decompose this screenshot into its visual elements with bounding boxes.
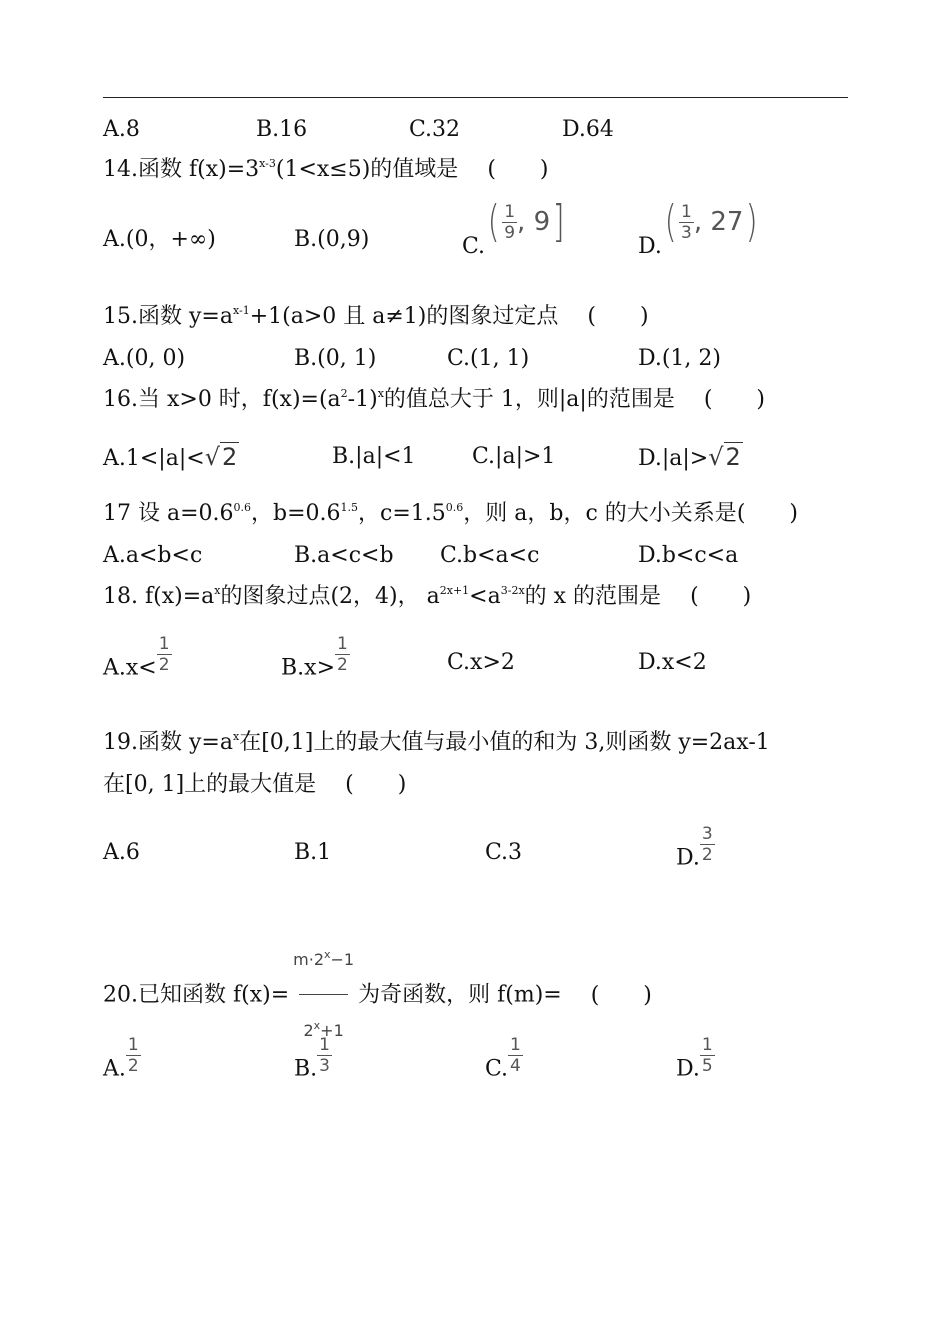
q18-answer-paren: ( ) bbox=[690, 584, 752, 609]
q16-option-c: C.|a|>1 bbox=[472, 444, 556, 469]
q14-prefix: 14.函数 f(x)=3 bbox=[103, 157, 260, 182]
q18-option-a-fraction bbox=[157, 634, 172, 675]
q20-b-denominator: 3 bbox=[319, 1056, 330, 1076]
q17-exponent-3: 0.6 bbox=[445, 501, 464, 514]
q16-option-b: B.|a|<1 bbox=[332, 444, 416, 469]
q18-exponent-3: 3-2x bbox=[500, 584, 525, 597]
q17-prefix: 17 设 a=0.6 bbox=[103, 501, 234, 526]
q20-option-a-text: A. bbox=[103, 1056, 126, 1082]
q15-exponent: x-1 bbox=[232, 304, 250, 317]
q18-prefix: 18. f(x)=a bbox=[103, 584, 215, 609]
q18-option-b-fraction bbox=[335, 634, 350, 675]
q14-exponent: x-3 bbox=[259, 157, 276, 170]
q19-option-c: C.3 bbox=[485, 840, 523, 865]
q20-answer-paren: ( ) bbox=[590, 982, 652, 1008]
q14-c-denominator: 9 bbox=[504, 222, 516, 243]
q13-option-c: C.32 bbox=[409, 117, 461, 142]
q15-option-d: D.(1, 2) bbox=[638, 346, 721, 371]
q20-num-post: −1 bbox=[330, 950, 355, 969]
q18-stem bbox=[103, 582, 751, 612]
q14-option-d bbox=[638, 196, 761, 259]
q20-suffix: 为奇函数，则 f(m)= bbox=[358, 982, 562, 1008]
q19-option-d-fraction bbox=[700, 824, 715, 865]
q17-answer-paren: ( ) bbox=[736, 501, 798, 526]
q20-numerator bbox=[289, 928, 358, 994]
q15-option-a: A.(0, 0) bbox=[103, 346, 186, 371]
q17-option-b: B.a<c<b bbox=[294, 543, 394, 568]
q17-suffix: ，则 a，b，c 的大小关系是 bbox=[463, 501, 737, 526]
q19-option-a: A.6 bbox=[103, 840, 140, 865]
q15-prefix: 15.函数 y=a bbox=[103, 304, 233, 329]
q20-option-b-text: B. bbox=[294, 1056, 318, 1082]
q20-den-post: +1 bbox=[320, 1021, 344, 1040]
q19-answer-paren: ( ) bbox=[345, 772, 407, 797]
q16-option-a-radicand: 2 bbox=[221, 443, 238, 471]
q19-d-numerator: 3 bbox=[701, 824, 713, 844]
q18-option-b-text: B.x> bbox=[281, 655, 336, 681]
q20-option-d bbox=[676, 1035, 715, 1090]
q16-exponent-1: 2 bbox=[340, 387, 348, 400]
q16-option-d-radicand: 2 bbox=[725, 443, 741, 471]
q14-option-c-label: C. bbox=[462, 234, 486, 259]
q15-option-b: B.(0, 1) bbox=[294, 346, 377, 371]
q13-option-a: A.8 bbox=[103, 117, 140, 142]
q14-suffix: (1<x≤5)的值域是 bbox=[275, 157, 459, 182]
q19-option-d-text: D. bbox=[676, 845, 700, 871]
q20-option-b-fraction bbox=[317, 1035, 332, 1076]
q15-suffix: +1(a>0 且 a≠1)的图象过定点 bbox=[249, 304, 559, 329]
q15-answer-paren: ( ) bbox=[587, 304, 649, 329]
q20-b-numerator: 1 bbox=[319, 1035, 330, 1055]
q14-d-denominator: 3 bbox=[681, 222, 692, 243]
q14-answer-paren: ( ) bbox=[487, 157, 549, 182]
q20-num-pre: m·2 bbox=[293, 950, 324, 969]
q20-option-c-text: C. bbox=[485, 1056, 509, 1082]
q19-stem-line-2 bbox=[103, 770, 406, 800]
q16-option-d-text: D.|a|> bbox=[638, 446, 709, 471]
q14-option-d-label: D. bbox=[638, 234, 662, 259]
q20-c-numerator: 1 bbox=[510, 1035, 521, 1055]
q19-option-d bbox=[676, 824, 715, 879]
q20-stem bbox=[103, 928, 652, 1063]
header-rule bbox=[103, 97, 848, 98]
q18-option-a-text: A.x< bbox=[103, 655, 157, 681]
q17-exponent-1: 0.6 bbox=[233, 501, 252, 514]
q20-den-pre: 2 bbox=[303, 1021, 314, 1040]
q16-exponent-2: x bbox=[377, 387, 384, 400]
q20-num-exp: x bbox=[324, 948, 331, 961]
q19-prefix: 19.函数 y=a bbox=[103, 730, 233, 755]
q16-suffix: 的值总大于 1，则|a|的范围是 bbox=[383, 387, 675, 412]
q19-line2: 在[0, 1]上的最大值是 bbox=[103, 772, 317, 797]
q16-option-a bbox=[103, 442, 239, 474]
q16-option-a-sqrt: √2 bbox=[204, 443, 238, 471]
q18-a-denominator: 2 bbox=[158, 655, 170, 675]
q20-option-c-fraction bbox=[508, 1035, 523, 1076]
q16-mid: -1) bbox=[347, 387, 378, 412]
q14-c-rest: , 9 bbox=[517, 207, 551, 237]
q20-a-denominator: 2 bbox=[127, 1056, 139, 1076]
q18-mid-1: 的图象过点(2，4)， a bbox=[220, 584, 440, 609]
q16-option-d bbox=[638, 442, 743, 474]
q17-option-d: D.b<c<a bbox=[638, 543, 739, 568]
q14-d-rest: , 27 bbox=[693, 207, 744, 237]
q20-option-c bbox=[485, 1035, 523, 1090]
q20-d-denominator: 5 bbox=[701, 1056, 713, 1076]
q18-option-b bbox=[281, 634, 350, 689]
q17-option-a: A.a<b<c bbox=[103, 543, 203, 568]
q20-d-numerator: 1 bbox=[701, 1035, 713, 1055]
q16-prefix: 16.当 x>0 时，f(x)=(a bbox=[103, 387, 341, 412]
q20-den-exp: x bbox=[313, 1019, 321, 1032]
q17-exponent-2: 1.5 bbox=[340, 501, 359, 514]
q17-stem bbox=[103, 499, 798, 529]
q20-option-b bbox=[294, 1035, 332, 1090]
q19-d-denominator: 2 bbox=[701, 845, 713, 865]
q19-exponent: x bbox=[232, 730, 240, 743]
q18-b-denominator: 2 bbox=[337, 655, 348, 675]
q18-mid-2: <a bbox=[469, 584, 501, 609]
q18-suffix: 的 x 的范围是 bbox=[524, 584, 662, 609]
q14-option-d-interval: ( $\frac{1}{3}$ , 27 ) bbox=[664, 196, 759, 247]
q20-c-denominator: 4 bbox=[510, 1056, 521, 1076]
q18-b-numerator: 1 bbox=[337, 634, 348, 654]
q16-option-d-sqrt: √2 bbox=[708, 443, 741, 471]
q18-exponent-2: 2x+1 bbox=[439, 584, 470, 597]
q13-option-b: B.16 bbox=[256, 117, 308, 142]
q18-exponent-1: x bbox=[214, 584, 221, 597]
q16-option-a-text: A.1<|a|< bbox=[103, 446, 205, 471]
q18-a-numerator: 1 bbox=[158, 634, 170, 654]
q14-d-numerator: 1 bbox=[681, 201, 692, 222]
q20-option-d-fraction bbox=[700, 1035, 715, 1076]
q14-option-a: A.(0，+∞) bbox=[103, 227, 216, 252]
q19-line1-rest: 在[0,1]上的最大值与最小值的和为 3,则函数 y=2ax-1 bbox=[239, 730, 770, 755]
q19-option-b: B.1 bbox=[294, 840, 332, 865]
q20-prefix: 20.已知函数 f(x)= bbox=[103, 982, 290, 1008]
q15-stem bbox=[103, 302, 649, 332]
q16-stem bbox=[103, 385, 765, 415]
q20-a-numerator: 1 bbox=[127, 1035, 139, 1055]
q14-option-c-interval: ( $\frac{1}{9}$ , 9 ] bbox=[487, 196, 565, 247]
q17-option-c: C.b<a<c bbox=[440, 543, 540, 568]
q14-option-c bbox=[462, 196, 567, 259]
q19-stem-line-1 bbox=[103, 728, 770, 758]
q14-stem bbox=[103, 155, 548, 185]
q20-option-a-fraction bbox=[126, 1035, 141, 1076]
q20-option-a bbox=[103, 1035, 141, 1090]
q18-option-c: C.x>2 bbox=[447, 650, 515, 675]
q18-option-d: D.x<2 bbox=[638, 650, 707, 675]
q16-answer-paren: ( ) bbox=[703, 387, 766, 412]
q17-mid-1: ，b=0.6 bbox=[251, 501, 341, 526]
q18-option-a bbox=[103, 634, 172, 689]
q17-mid-2: ，c=1.5 bbox=[358, 501, 446, 526]
q20-option-d-text: D. bbox=[676, 1056, 700, 1082]
q14-option-b: B.(0,9) bbox=[294, 227, 370, 252]
q15-option-c: C.(1, 1) bbox=[447, 346, 530, 371]
q13-option-d: D.64 bbox=[562, 117, 614, 142]
q14-c-numerator: 1 bbox=[504, 201, 516, 222]
